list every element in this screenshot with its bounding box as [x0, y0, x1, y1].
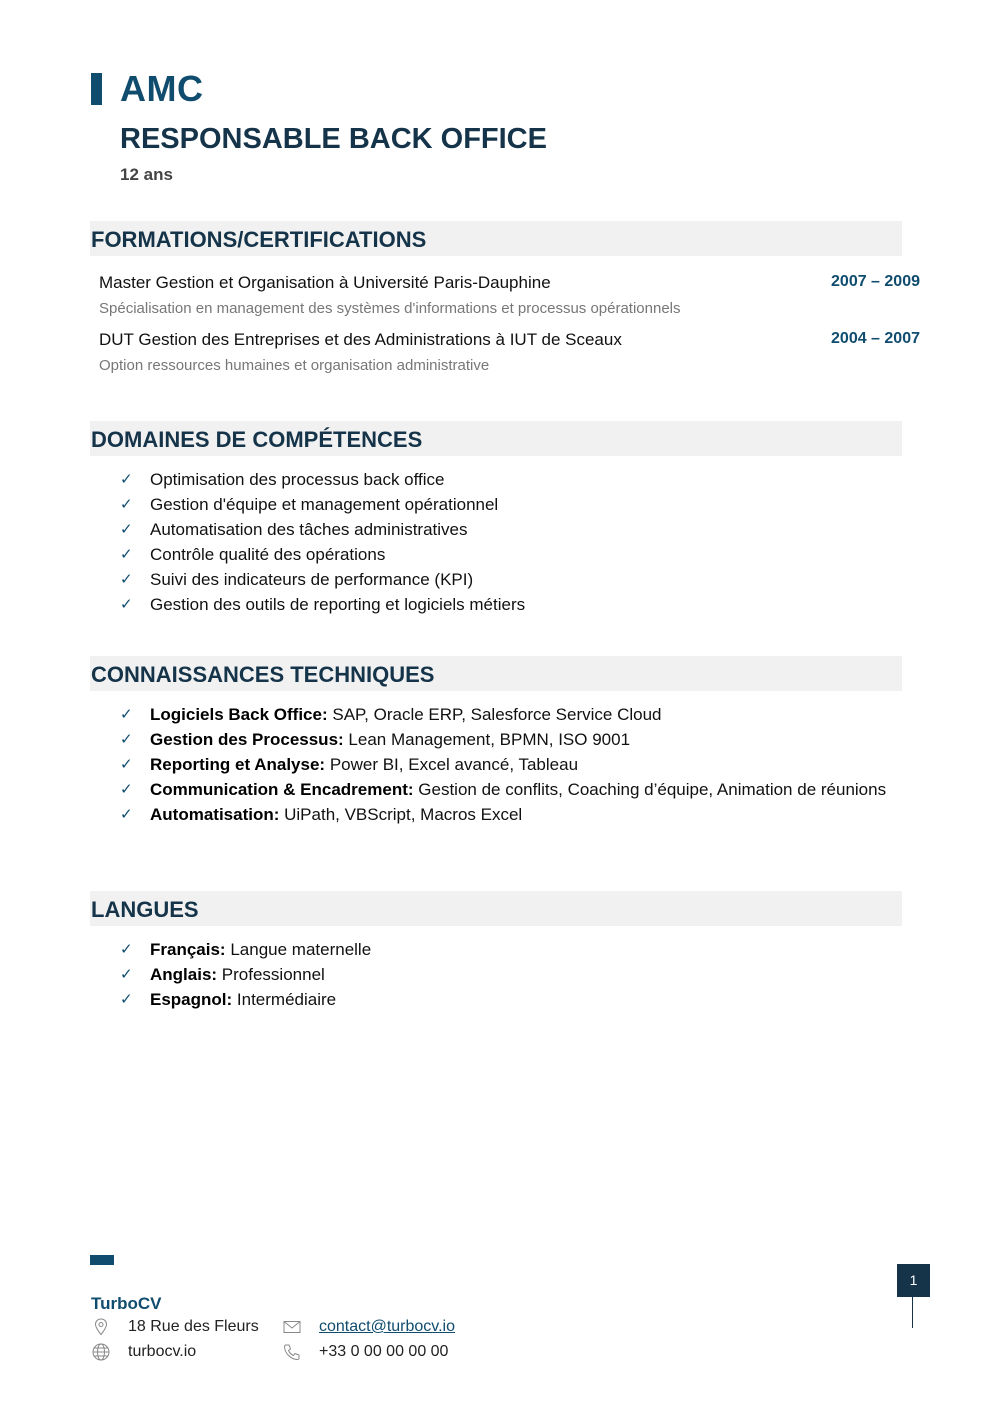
education-dates: 2004 – 2007 — [831, 330, 920, 347]
list-item: ✓ Automatisation des tâches administratives — [120, 517, 902, 542]
list-item: ✓ Français: Langue maternelle — [120, 937, 902, 962]
check-icon: ✓ — [120, 806, 133, 823]
candidate-name: AMC — [120, 68, 204, 109]
footer-website: turbocv.io — [128, 1343, 197, 1360]
skills-list — [120, 467, 902, 617]
check-icon: ✓ — [120, 756, 133, 773]
check-icon: ✓ — [120, 991, 133, 1008]
check-icon: ✓ — [120, 471, 133, 488]
education-detail: Spécialisation en management des systèmes d'informations et processus opérationnels — [99, 300, 681, 317]
phone-icon — [282, 1342, 302, 1362]
section-techniques-title: CONNAISSANCES TECHNIQUES — [91, 662, 435, 687]
check-icon: ✓ — [120, 706, 133, 723]
list-item: ✓ Logiciels Back Office: SAP, Oracle ERP, Salesforce Service Cloud — [120, 702, 902, 727]
check-icon: ✓ — [120, 941, 133, 958]
list-item: ✓ Reporting et Analyse: Power BI, Excel avancé, Tableau — [120, 752, 902, 777]
education-title: DUT Gestion des Entreprises et des Administrations à IUT de Sceaux — [99, 330, 622, 349]
list-item: ✓ Suivi des indicateurs de performance (KPI) — [120, 567, 902, 592]
check-icon: ✓ — [120, 546, 133, 563]
section-formations-title: FORMATIONS/CERTIFICATIONS — [91, 227, 427, 252]
footer-email-link[interactable]: contact@turbocv.io — [319, 1318, 456, 1335]
list-item: ✓ Optimisation des processus back office — [120, 467, 902, 492]
education-detail: Option ressources humaines et organisation administrative — [99, 357, 490, 374]
list-item: ✓ Automatisation: UiPath, VBScript, Macros Excel — [120, 802, 902, 827]
languages-list — [120, 937, 902, 1012]
location-pin-icon — [91, 1317, 111, 1337]
check-icon: ✓ — [120, 596, 133, 613]
globe-icon — [91, 1342, 111, 1362]
name-accent-bar — [91, 73, 102, 105]
check-icon: ✓ — [120, 781, 133, 798]
footer-accent-bar — [90, 1255, 114, 1265]
section-langues-title: LANGUES — [91, 897, 199, 922]
check-icon: ✓ — [120, 966, 133, 983]
footer-phone: +33 0 00 00 00 00 — [319, 1343, 449, 1360]
footer-address: 18 Rue des Fleurs — [128, 1318, 259, 1335]
list-item: ✓ Gestion des outils de reporting et logiciels métiers — [120, 592, 902, 617]
list-item: ✓ Communication & Encadrement: Gestion de conflits, Coaching d’équipe, Animation de réunions — [120, 777, 902, 802]
footer-brand: TurboCV — [91, 1294, 162, 1313]
education-title: Master Gestion et Organisation à Université Paris-Dauphine — [99, 273, 551, 292]
section-competences-header — [90, 421, 902, 456]
page-number-line — [912, 1297, 913, 1328]
list-item: ✓ Contrôle qualité des opérations — [120, 542, 902, 567]
education-dates: 2007 – 2009 — [831, 273, 920, 290]
page-number: 1 — [897, 1264, 930, 1297]
list-item: ✓ Gestion des Processus: Lean Management, BPMN, ISO 9001 — [120, 727, 902, 752]
section-competences-title: DOMAINES DE COMPÉTENCES — [91, 427, 423, 452]
list-item: ✓ Espagnol: Intermédiaire — [120, 987, 902, 1012]
check-icon: ✓ — [120, 571, 133, 588]
section-techniques-header — [90, 656, 902, 691]
job-title: RESPONSABLE BACK OFFICE — [120, 123, 547, 155]
list-item: ✓ Anglais: Professionnel — [120, 962, 902, 987]
section-langues-header — [90, 891, 902, 926]
section-formations-header — [90, 221, 902, 256]
list-item: ✓ Gestion d'équipe et management opérationnel — [120, 492, 902, 517]
check-icon: ✓ — [120, 731, 133, 748]
mail-icon — [282, 1317, 302, 1337]
check-icon: ✓ — [120, 496, 133, 513]
check-icon: ✓ — [120, 521, 133, 538]
experience-years: 12 ans — [120, 165, 173, 184]
technical-list — [120, 702, 902, 827]
